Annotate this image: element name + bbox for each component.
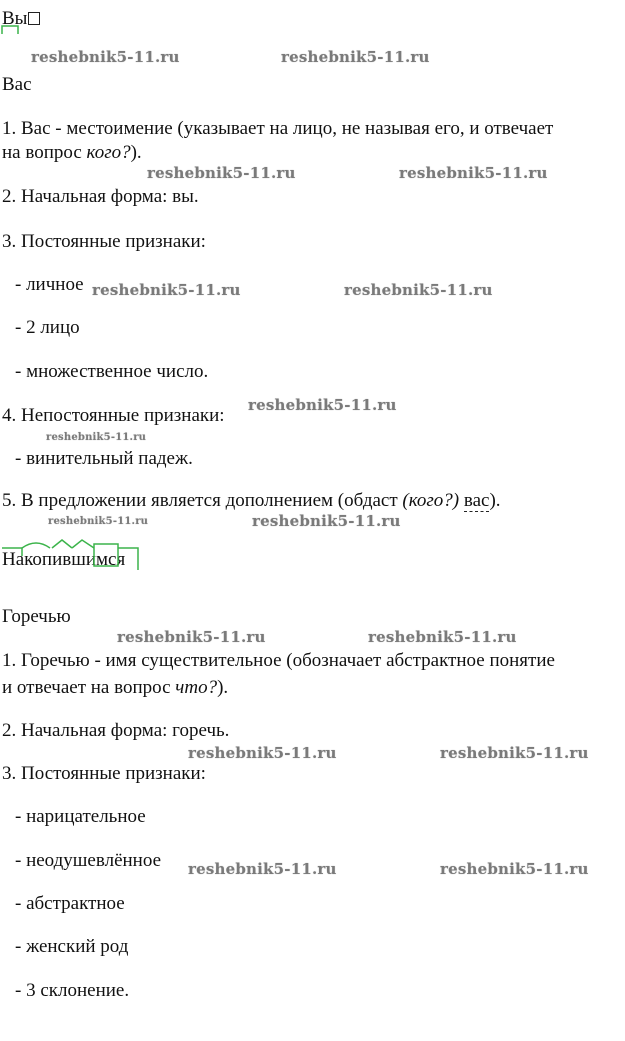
analysis-line-3: 3. Постоянные признаки: <box>2 231 206 252</box>
watermark: reshebnik5-11.ru <box>188 860 337 878</box>
feature-item: - винительный падеж. <box>15 448 193 469</box>
watermark: reshebnik5-11.ru <box>147 164 296 182</box>
feature-item: - 3 склонение. <box>15 980 130 1001</box>
watermark: reshebnik5-11.ru <box>399 164 548 182</box>
question-word: (кого?) <box>402 490 460 511</box>
morpheme-marks-nakopivshimsya <box>0 538 150 578</box>
watermark: reshebnik5-11.ru <box>440 744 589 762</box>
analysis-line-4: 4. Непостоянные признаки: <box>2 405 225 426</box>
analysis-line-1: 1. Горечью - имя существительное (обозначает абстрактное понятие <box>2 650 555 671</box>
object-underline: вас <box>463 490 490 511</box>
watermark: reshebnik5-11.ru <box>440 860 589 878</box>
heading-root: Вы <box>2 8 28 29</box>
word-form: Вас <box>2 74 32 95</box>
watermark: reshebnik5-11.ru <box>188 744 337 762</box>
watermark: reshebnik5-11.ru <box>117 628 266 646</box>
feature-item: - нарицательное <box>15 806 146 827</box>
feature-item: - абстрактное <box>15 893 125 914</box>
watermark: reshebnik5-11.ru <box>31 48 180 66</box>
analysis-line-2: 2. Начальная форма: горечь. <box>2 720 230 741</box>
morpheme-marks-vy <box>0 0 40 40</box>
feature-item: - женский род <box>15 936 129 957</box>
question-word: что? <box>175 677 218 698</box>
feature-item: - множественное число. <box>15 361 209 382</box>
watermark: reshebnik5-11.ru <box>46 432 147 443</box>
analysis-line-1: 1. Вас - местоимение (указывает на лицо, не называя его, и отвечает <box>2 118 554 139</box>
feature-item: - 2 лицо <box>15 317 80 338</box>
watermark: reshebnik5-11.ru <box>248 396 397 414</box>
watermark: reshebnik5-11.ru <box>92 281 241 299</box>
analysis-line-1-cont: на вопрос кого?). <box>2 142 142 163</box>
watermark: reshebnik5-11.ru <box>281 48 430 66</box>
feature-item: - неодушевлённое <box>15 850 161 871</box>
question-word: кого? <box>86 142 131 163</box>
watermark: reshebnik5-11.ru <box>344 281 493 299</box>
analysis-line-2: 2. Начальная форма: вы. <box>2 186 199 207</box>
watermark: reshebnik5-11.ru <box>368 628 517 646</box>
analysis-line-5: 5. В предложении является дополнением (обдаст (кого?) вас). <box>2 490 501 511</box>
watermark: reshebnik5-11.ru <box>252 512 401 530</box>
feature-item: - личное <box>15 274 84 295</box>
watermark: reshebnik5-11.ru <box>48 516 149 527</box>
analysis-line-1-cont: и отвечает на вопрос что?). <box>2 677 229 698</box>
analysis-line-3: 3. Постоянные признаки: <box>2 763 206 784</box>
word-form: Горечью <box>2 606 71 627</box>
word-heading-nakopivshimsya: Накопившимся <box>2 549 126 570</box>
